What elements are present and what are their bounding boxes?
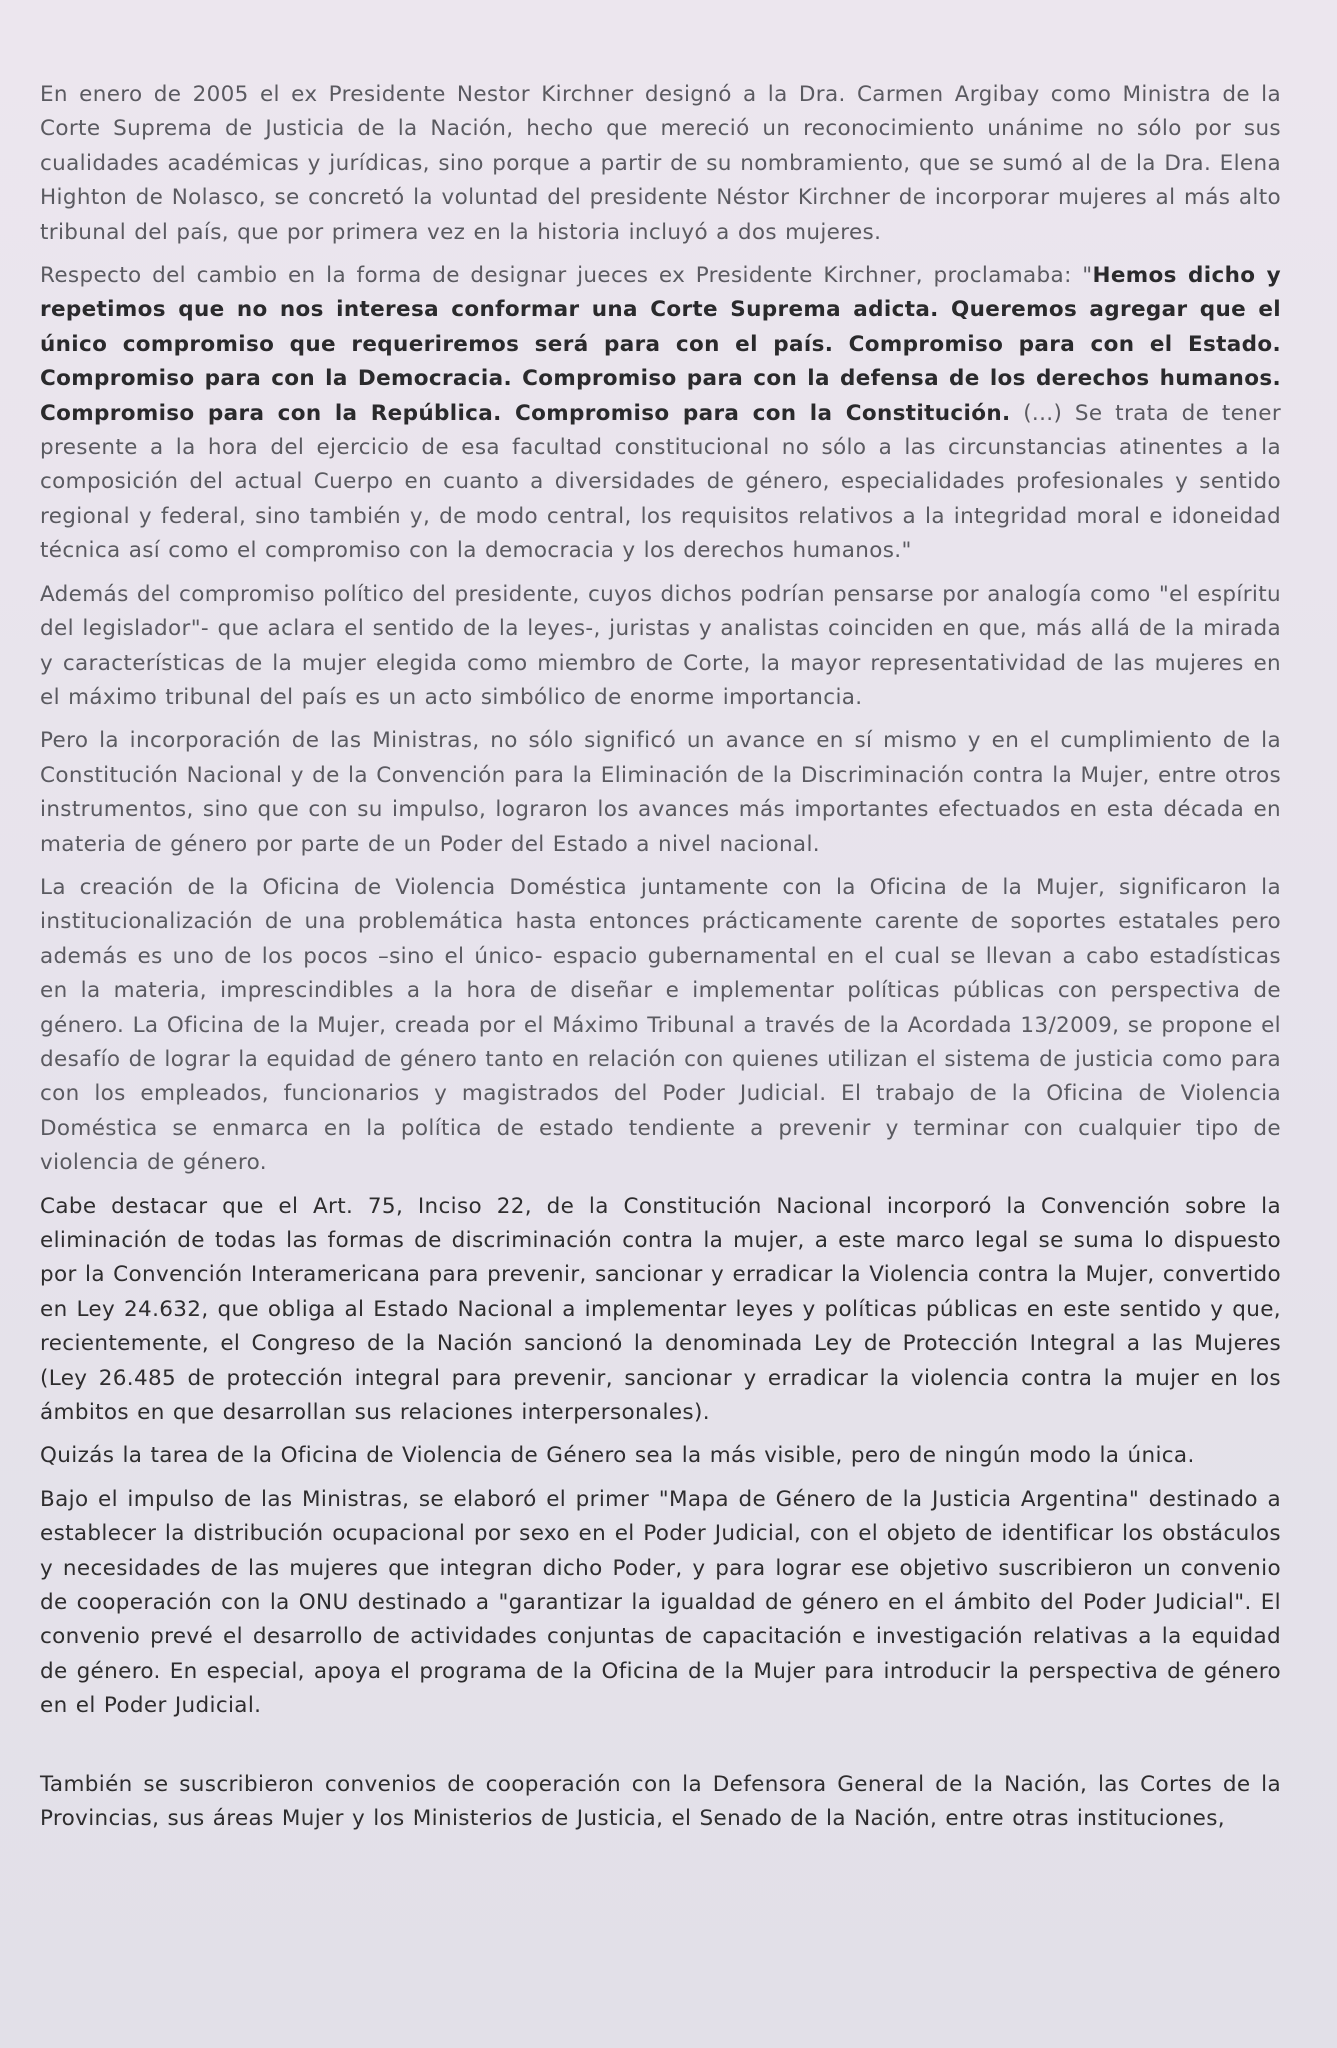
- paragraph-8: [40, 1483, 1281, 1724]
- paragraph-9-text: También se suscribieron convenios de cooperación con la Defensora General de la Nación, las Cortes de la Provincias, sus áreas Mujer y los Ministerios de Justicia, el Senado de la Nación, entre otras instituciones,: [40, 1771, 1281, 1832]
- paragraph-7: [40, 1439, 1281, 1473]
- paragraph-2-quote-bold: Hemos dicho y repetimos que no nos interesa conformar una Corte Suprema adicta. Queremos agregar que el único compromiso que requeriremos será para con el país. Compromiso para con el Estado. Compromiso para con la Democracia. Compromiso para con la defensa de los derechos humanos. Compromiso para con la República. Compromiso para con la Constitución.: [40, 263, 1281, 426]
- paragraph-8-text: Bajo el impulso de las Ministras, se elaboró el primer "Mapa de Género de la Justicia Argentina" destinado a establecer la distribución ocupacional por sexo en el Poder Judicial, con el objeto de identificar los obstáculos y necesidades de las mujeres que integran dicho Poder, y para lograr ese objetivo suscribieron un convenio de cooperación con la ONU destinado a "garantizar la igualdad de género en el ámbito del Poder Judicial". El convenio prevé el desarrollo de actividades conjuntas de capacitación e investigación relativas a la equidad de género. En especial, apoya el programa de la Oficina de la Mujer para introducir la perspectiva de género en el Poder Judicial.: [40, 1486, 1281, 1719]
- paragraph-3-text: Además del compromiso político del presidente, cuyos dichos podrían pensarse por analogía como "el espíritu del legislador"- que aclara el sentido de la leyes-, juristas y analistas coinciden en que, más allá de la mirada y características de la mujer elegida como miembro de Corte, la mayor representatividad de las mujeres en el máximo tribunal del país es un acto simbólico de enorme importancia.: [40, 581, 1281, 710]
- paragraph-5-text: La creación de la Oficina de Violencia Doméstica juntamente con la Oficina de la Mujer, significaron la institucionalización de una problemática hasta entonces prácticamente carente de soportes estatales pero además es uno de los pocos –sino el único- espacio gubernamental en el cual se llevan a cabo estadísticas en la materia, imprescindibles a la hora de diseñar e implementar políticas públicas con perspectiva de género. La Oficina de la Mujer, creada por el Máximo Tribunal a través de la Acordada 13/2009, se propone el desafío de lograr la equidad de género tanto en relación con quienes utilizan el sistema de justicia como para con los empleados, funcionarios y magistrados del Poder Judicial. El trabajo de la Oficina de Violencia Doméstica se enmarca en la política de estado tendiente a prevenir y terminar con cualquier tipo de violencia de género.: [40, 874, 1281, 1176]
- paragraph-1: [40, 78, 1281, 250]
- paragraph-7-text: Quizás la tarea de la Oficina de Violencia de Género sea la más visible, pero de ningún modo la única.: [40, 1443, 1195, 1469]
- paragraph-2-intro: Respecto del cambio en la forma de designar jueces ex Presidente Kirchner, proclamaba: ": [40, 263, 1093, 289]
- paragraph-4-text: Pero la incorporación de las Ministras, no sólo significó un avance en sí mismo y en el cumplimiento de la Constitución Nacional y de la Convención para la Eliminación de la Discriminación contra la Mujer, entre otros instrumentos, sino que con su impulso, lograron los avances más importantes efectuados en esta década en materia de género por parte de un Poder del Estado a nivel nacional.: [40, 728, 1281, 857]
- paragraph-2: [40, 259, 1281, 569]
- paragraph-6-text: Cabe destacar que el Art. 75, Inciso 22, de la Constitución Nacional incorporó la Convención sobre la eliminación de todas las formas de discriminación contra la mujer, a este marco legal se suma lo dispuesto por la Convención Interamericana para prevenir, sancionar y erradicar la Violencia contra la Mujer, convertido en Ley 24.632, que obliga al Estado Nacional a implementar leyes y políticas públicas en este sentido y que, recientemente, el Congreso de la Nación sancionó la denominada Ley de Protección Integral a las Mujeres (Ley 26.485 de protección integral para prevenir, sancionar y erradicar la violencia contra la mujer en los ámbitos en que desarrollan sus relaciones interpersonales).: [40, 1193, 1281, 1426]
- paragraph-3: [40, 578, 1281, 716]
- paragraph-9: [40, 1768, 1281, 1837]
- paragraph-1-text: En enero de 2005 el ex Presidente Nestor Kirchner designó a la Dra. Carmen Argibay como Ministra de la Corte Suprema de Justicia de la Nación, hecho que mereció un reconocimiento unánime no sólo por sus cualidades académicas y jurídicas, sino porque a partir de su nombramiento, que se sumó al de la Dra. Elena Highton de Nolasco, se concretó la voluntad del presidente Néstor Kirchner de incorporar mujeres al más alto tribunal del país, que por primera vez en la historia incluyó a dos mujeres.: [40, 82, 1281, 245]
- paragraph-4: [40, 724, 1281, 862]
- paragraph-6: [40, 1190, 1281, 1431]
- paragraph-5: [40, 871, 1281, 1181]
- paragraph-2-quote-rest: (...) Se trata de tener presente a la hora del ejercicio de esa facultad constitucional no sólo a las circunstancias atinentes a la composición del actual Cuerpo en cuanto a diversidades de género, especialidades profesionales y sentido regional y federal, sino también y, de modo central, los requisitos relativos a la integridad moral e idoneidad técnica así como el compromiso con la democracia y los derechos humanos.": [40, 400, 1282, 564]
